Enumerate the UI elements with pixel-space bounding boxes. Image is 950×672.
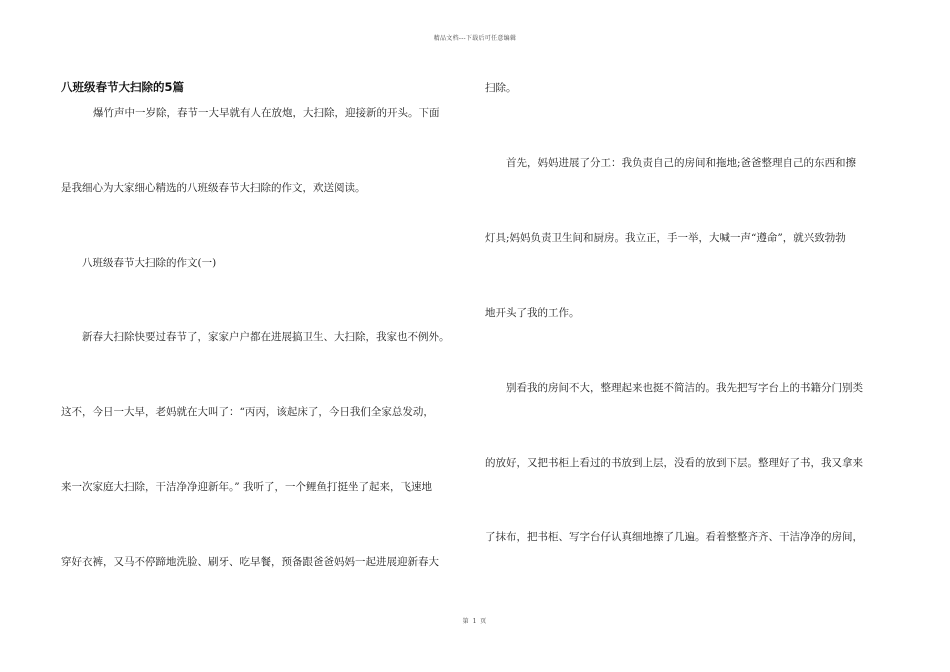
left-line-6: 来一次家庭大扫除，干洁净净迎新年。” 我听了，一个鲤鱼打挺坐了起来，飞速地 xyxy=(61,481,432,493)
left-line-3-subheading: 八班级春节大扫除的作文(一) xyxy=(82,257,217,269)
right-line-4: 地开头了我的工作。 xyxy=(485,307,580,319)
right-line-7: 了抹布，把书柜、写字台仔认真细地擦了几遍。看着整整齐齐、干洁净净的房间， xyxy=(485,531,863,543)
document-title: 八班级春节大扫除的5篇 xyxy=(61,80,185,94)
left-line-5: 这不，今日一大早，老妈就在大叫了：“丙丙，该起床了，今日我们全家总发动， xyxy=(61,406,434,418)
right-line-5: 别看我的房间不大，整理起来也挺不简洁的。我先把写字台上的书籍分门别类 xyxy=(506,382,863,394)
left-line-4: 新春大扫除快要过春节了，家家户户都在进展搞卫生、大扫除，我家也不例外。 xyxy=(82,331,450,343)
right-line-6: 的放好，又把书柜上看过的书放到上层，没看的放到下层。整理好了书，我又拿来 xyxy=(485,457,863,469)
left-line-7: 穿好衣裤，又马不停蹄地洗脸、刷牙、吃早餐，预备跟爸爸妈妈一起进展迎新春大 xyxy=(61,556,439,568)
right-line-3: 灯具;妈妈负责卫生间和厨房。我立正，手一举，大喊一声“遵命”，就兴致勃勃 xyxy=(485,232,846,244)
page-header: 精品文档---下载后可任意编辑 xyxy=(433,35,517,42)
right-line-1: 扫除。 xyxy=(485,82,517,94)
left-line-2: 是我细心为大家细心精选的八班级春节大扫除的作文，欢送阅读。 xyxy=(61,182,366,194)
page-footer: 第 1 页 xyxy=(462,618,488,625)
left-line-1: 爆竹声中一岁除，春节一大早就有人在放炮，大扫除，迎接新的开头。下面 xyxy=(93,107,440,119)
right-line-2: 首先，妈妈进展了分工：我负责自己的房间和拖地;爸爸整理自己的东西和擦 xyxy=(506,157,857,169)
